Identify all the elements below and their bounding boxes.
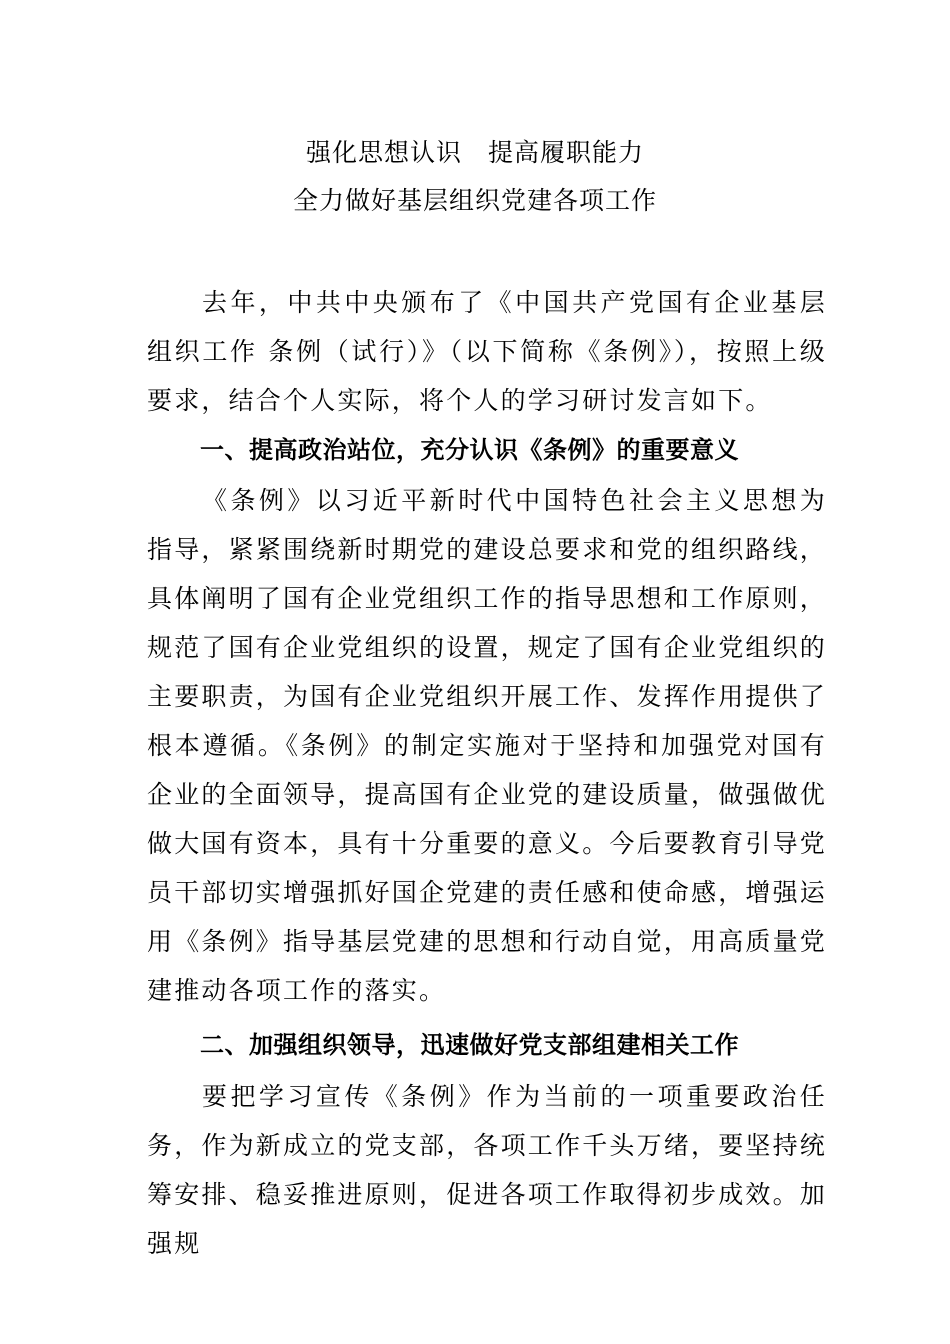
document-title-line-1: 强化思想认识 提高履职能力: [305, 138, 644, 167]
section-1-paragraph: 《条例》以习近平新时代中国特色社会主义思想为指导，紧紧围绕新时期党的建设总要求和党的组织路线，具体阐明了国有企业党组织工作的指导思想和工作原则，规范了国有企业党组织的设置，规定了国有企业党组织的主要职责，为国有企业党组织开展工作、发挥作用提供了根本遵循。《条例》的制定实施对于坚持和加强党对国有企业的全面领导，提高国有企业党的建设质量，做强做优做大国有资本，具有十分重要的意义。今后要教育引导党员干部切实增强抓好国企党建的责任感和使命感，增强运用《条例》指导基层党建的思想和行动自觉，用高质量党建推动各项工作的落实。: [147, 486, 828, 1005]
section-2-paragraph: 要把学习宣传《条例》作为当前的一项重要政治任务，作为新成立的党支部，各项工作千头万绪，要坚持统筹安排、稳妥推进原则，促进各项工作取得初步成效。加强规: [147, 1082, 828, 1258]
document-title-line-2: 全力做好基层组织党建各项工作: [292, 186, 657, 215]
intro-paragraph: 去年，中共中央颁布了《中国共产党国有企业基层组织工作 条例（试行）》（以下简称《条例》），按照上级要求，结合个人实际，将个人的学习研讨发言如下。: [147, 288, 827, 415]
section-heading-2: 二、加强组织领导，迅速做好党支部组建相关工作: [200, 1031, 739, 1059]
section-heading-1: 一、提高政治站位，充分认识《条例》的重要意义: [200, 436, 739, 464]
